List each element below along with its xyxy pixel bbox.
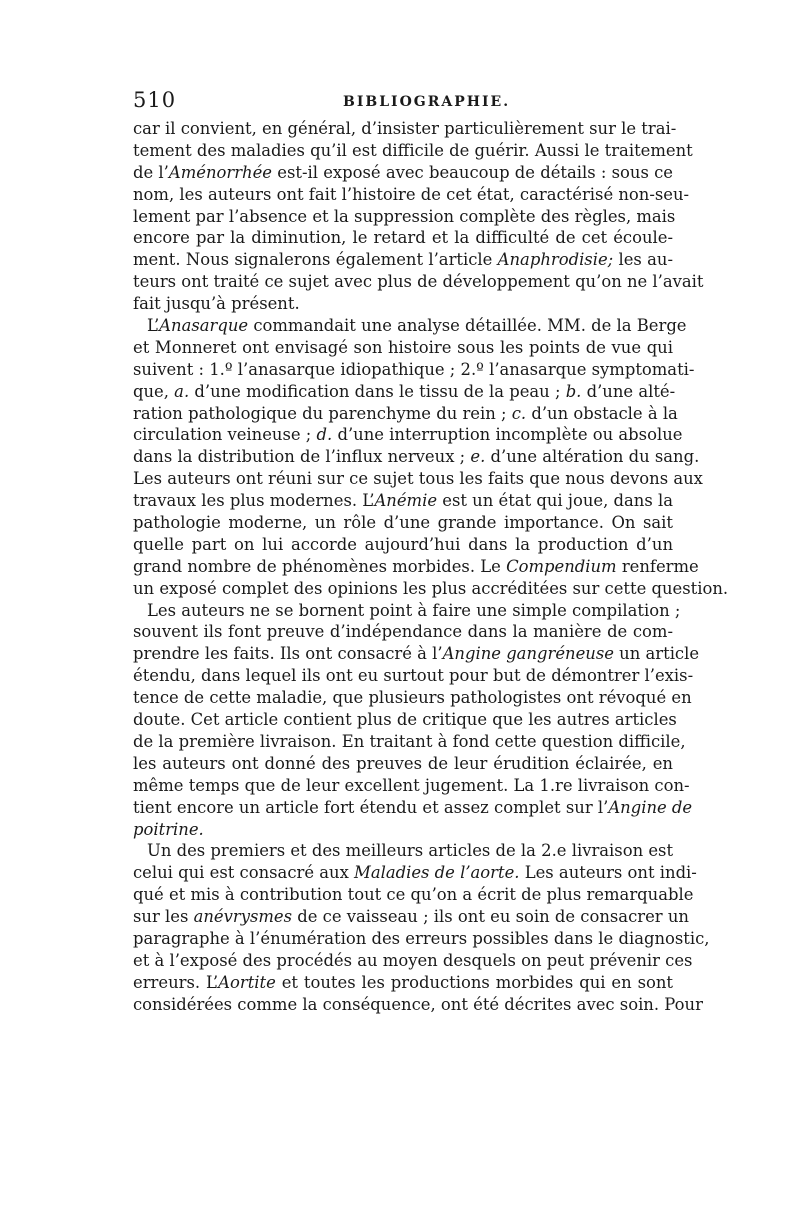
text-line — [133, 687, 692, 709]
text-line — [133, 337, 673, 359]
italic-term: Compendium — [506, 556, 617, 576]
text-run: de la première livraison. En traitant à fond cette question difficile, — [133, 731, 686, 751]
text-run: d’une modification dans le tissu de la peau ; — [189, 381, 566, 401]
text-run: sur les — [133, 907, 194, 927]
running-title: BIBLIOGRAPHIE. — [343, 94, 511, 110]
text-run: considérées comme la conséquence, ont été décrites avec soin. Pour — [133, 994, 703, 1014]
text-line — [133, 162, 673, 184]
text-line — [133, 731, 686, 753]
text-line — [133, 293, 673, 315]
body-text — [133, 118, 729, 1016]
text-run: et à l’exposé des procédés au moyen desquels on peut prévenir ces — [133, 950, 693, 970]
text-line — [133, 403, 678, 425]
text-line — [133, 994, 703, 1016]
text-run: étendu, dans lequel ils ont eu surtout pour but de démontrer l’exis- — [133, 666, 694, 686]
text-run: est un état qui joue, dans la — [437, 491, 673, 511]
paragraph — [133, 118, 704, 315]
text-run: circulation veineuse ; — [133, 425, 317, 445]
text-run: même temps que de leur excellent jugement. La 1.re livraison con- — [133, 775, 690, 795]
paragraph — [133, 840, 710, 1015]
text-line — [133, 227, 673, 249]
italic-term: Aortite — [218, 972, 276, 992]
text-run: de ce vaisseau ; ils ont eu soin de consacrer un — [292, 907, 689, 927]
text-run: fait jusqu’à présent. — [133, 294, 300, 314]
text-run: nom, les auteurs ont fait l’histoire de cet état, caractérisé non-seu- — [133, 184, 690, 204]
text-line — [133, 775, 690, 797]
text-run: d’une alté- — [581, 381, 676, 401]
text-run: Les auteurs ont réuni sur ce sujet tous les faits que nous devons aux — [133, 469, 703, 489]
text-line — [133, 206, 676, 228]
text-run: renferme — [616, 556, 699, 576]
text-run: et Monneret ont envisagé son histoire sous les points de vue qui — [133, 337, 673, 357]
text-run: teurs ont traité ce sujet avec plus de développement qu’on ne l’avait — [133, 272, 704, 292]
text-line — [133, 621, 673, 643]
italic-term: Angine de — [608, 797, 693, 817]
text-line — [133, 753, 673, 775]
text-line — [133, 446, 700, 468]
text-run: Les auteurs ne se bornent point à faire une simple compilation ; — [147, 600, 681, 620]
text-line — [133, 271, 704, 293]
text-run: souvent ils font preuve d’indépendance dans la manière de com- — [133, 622, 673, 642]
text-run: d’une altération du sang. — [485, 447, 700, 467]
page-number: 510 — [133, 88, 177, 112]
text-run: d’un obstacle à la — [526, 403, 678, 423]
text-run: commandait une analyse détaillée. MM. de la Berge — [248, 316, 687, 336]
text-run: de l’ — [133, 162, 169, 182]
text-run: qué et mis à contribution tout ce qu’on a écrit de plus remarquable — [133, 885, 694, 905]
text-run: un article — [613, 644, 700, 664]
text-run: encore par la diminution, le retard et la difficulté de cet écoule- — [133, 228, 673, 248]
text-run: erreurs. L’ — [133, 972, 219, 992]
text-run: que, — [133, 381, 175, 401]
text-run: travaux les plus modernes. L’ — [133, 491, 375, 511]
text-run: car il convient, en général, d’insister particulièrement sur le trai- — [133, 119, 677, 138]
text-line — [133, 381, 676, 403]
italic-term: Anémie — [374, 491, 438, 511]
text-line — [133, 950, 693, 972]
text-run: L’ — [147, 316, 160, 336]
text-line — [133, 840, 673, 862]
text-run: quelle part on lui accorde aujourd’hui dans la production d’un — [133, 534, 673, 554]
text-run: doute. Cet article contient plus de critique que les autres articles — [133, 710, 677, 730]
text-run: tence de cette maladie, que plusieurs pathologistes ont révoqué en — [133, 688, 692, 708]
text-line — [133, 512, 673, 534]
italic-term: Anasarque — [159, 316, 249, 336]
text-run: un exposé complet des opinions les plus accréditées sur cette question. — [133, 578, 729, 598]
italic-term: poitrine. — [133, 819, 204, 839]
italic-term: Aménorrhée — [168, 162, 273, 182]
text-line — [133, 490, 673, 512]
text-line — [133, 819, 673, 841]
text-run: et toutes les productions morbides qui en sont — [275, 972, 673, 992]
italic-term: anévrysmes — [193, 907, 293, 927]
text-line — [133, 862, 697, 884]
text-run: celui qui est consacré aux — [133, 863, 355, 883]
text-line — [133, 578, 729, 600]
text-run: tement des maladies qu’il est difficile de guérir. Aussi le traitement — [133, 140, 693, 160]
text-run: lement par l’absence et la suppression complète des règles, mais — [133, 206, 676, 226]
text-line — [133, 359, 695, 381]
text-line — [133, 709, 677, 731]
text-line — [133, 884, 694, 906]
text-line — [133, 665, 694, 687]
text-run: pathologie moderne, un rôle d’une grande importance. On sait — [133, 513, 673, 533]
text-run: paragraphe à l’énumération des erreurs possibles dans le diagnostic, — [133, 928, 710, 948]
book-page — [133, 88, 729, 1016]
text-line — [133, 424, 683, 446]
text-line — [133, 928, 710, 950]
text-run: tient encore un article fort étendu et assez complet sur l’ — [133, 797, 609, 817]
text-run: ment. Nous signalerons également l’article — [133, 250, 498, 270]
text-line — [133, 249, 673, 271]
italic-term: Anaphrodisie; — [497, 250, 614, 270]
text-line — [133, 556, 699, 578]
text-run: ration pathologique du parenchyme du rein ; — [133, 403, 512, 423]
italic-term: e. — [470, 447, 486, 467]
text-run: grand nombre de phénomènes morbides. Le — [133, 556, 507, 576]
text-line — [133, 315, 687, 337]
text-run: est-il exposé avec beaucoup de détails : sous ce — [272, 162, 673, 182]
italic-term: c. — [511, 403, 527, 423]
text-line — [133, 643, 700, 665]
text-run: Un des premiers et des meilleurs articles de la 2.e livraison est — [147, 841, 674, 861]
italic-term: a. — [174, 381, 190, 401]
text-line — [133, 797, 693, 819]
paragraph — [133, 600, 700, 841]
paragraph — [133, 315, 729, 600]
italic-term: d. — [316, 425, 333, 445]
text-line — [133, 534, 673, 556]
text-line — [133, 468, 703, 490]
text-run: prendre les faits. Ils ont consacré à l’ — [133, 644, 443, 664]
italic-term: Angine gangréneuse — [442, 644, 614, 664]
text-line — [133, 140, 693, 162]
text-line — [133, 906, 689, 928]
text-run: d’une interruption incomplète ou absolue — [332, 425, 683, 445]
italic-term: b. — [565, 381, 582, 401]
text-line — [133, 118, 677, 140]
text-run: Les auteurs ont indi- — [519, 863, 697, 883]
page-header — [133, 88, 673, 118]
text-line — [133, 600, 681, 622]
text-line — [133, 184, 690, 206]
text-run: les au- — [613, 250, 674, 270]
italic-term: Maladies de l’aorte. — [354, 863, 520, 883]
text-run: les auteurs ont donné des preuves de leur érudition éclairée, en — [133, 753, 673, 773]
text-line — [133, 972, 673, 994]
text-run: dans la distribution de l’influx nerveux ; — [133, 447, 471, 467]
text-run: suivent : 1.º l’anasarque idiopathique ; 2.º l’anasarque symptomati- — [133, 359, 695, 379]
